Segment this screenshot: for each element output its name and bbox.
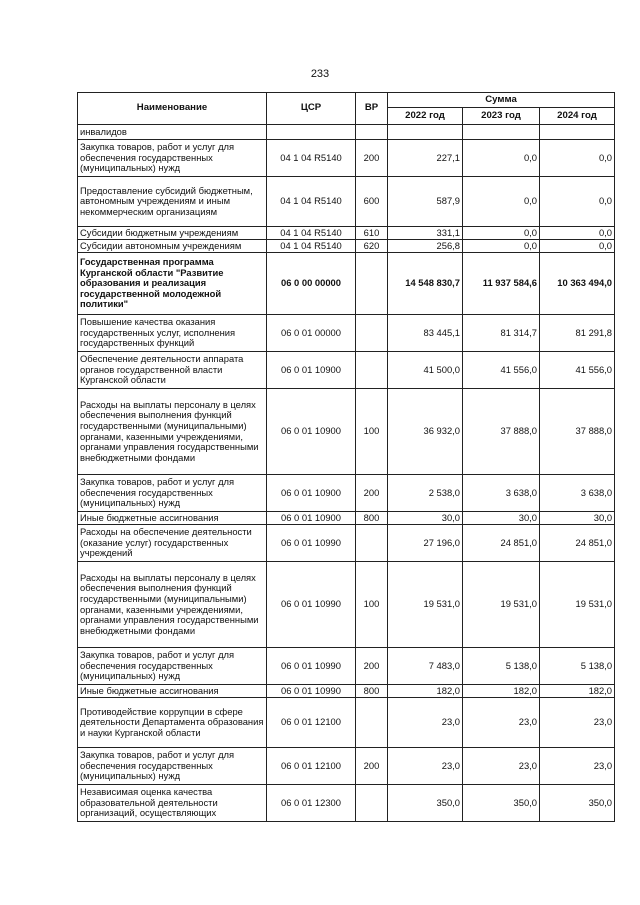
row-vr: 600 xyxy=(356,177,388,227)
row-2023: 350,0 xyxy=(463,785,540,822)
row-2024: 3 638,0 xyxy=(540,475,615,512)
row-name: Противодействие коррупции в сфере деятельности Департамента образования и науки Курганской области xyxy=(78,698,267,748)
row-2023: 23,0 xyxy=(463,698,540,748)
row-name: Обеспечение деятельности аппарата органов государственной власти Курганской области xyxy=(78,352,267,389)
row-2024: 0,0 xyxy=(540,227,615,240)
row-vr: 610 xyxy=(356,227,388,240)
row-csr: 06 0 01 10990 xyxy=(267,525,356,562)
row-2022: 23,0 xyxy=(388,748,463,785)
row-2022: 36 932,0 xyxy=(388,389,463,475)
row-vr xyxy=(356,525,388,562)
table-row xyxy=(78,227,615,240)
row-csr: 06 0 01 12300 xyxy=(267,785,356,822)
row-2022: 350,0 xyxy=(388,785,463,822)
row-vr xyxy=(356,698,388,748)
table-row xyxy=(78,698,615,748)
row-vr xyxy=(356,315,388,352)
table-row xyxy=(78,240,615,253)
row-vr: 200 xyxy=(356,648,388,685)
table-row xyxy=(78,125,615,140)
row-2024: 30,0 xyxy=(540,512,615,525)
row-2023 xyxy=(463,125,540,140)
row-csr: 06 0 01 10990 xyxy=(267,685,356,698)
row-name: Иные бюджетные ассигнования xyxy=(78,685,267,698)
row-name: Расходы на обеспечение деятельности (оказание услуг) государственных учреждений xyxy=(78,525,267,562)
row-2023: 37 888,0 xyxy=(463,389,540,475)
row-name: Расходы на выплаты персоналу в целях обеспечения выполнения функций государственными (муниципальными) органами, казенными учреждениями, органами управления государственными внебюджетными фондами xyxy=(78,389,267,475)
table-row xyxy=(78,352,615,389)
row-2022: 19 531,0 xyxy=(388,562,463,648)
row-name: инвалидов xyxy=(78,125,267,140)
row-2022: 2 538,0 xyxy=(388,475,463,512)
row-name: Расходы на выплаты персоналу в целях обеспечения выполнения функций государственными (муниципальными) органами, казенными учреждениями, органами управления государственными внебюджетными фондами xyxy=(78,562,267,648)
row-vr: 620 xyxy=(356,240,388,253)
row-name: Закупка товаров, работ и услуг для обеспечения государственных (муниципальных) нужд xyxy=(78,748,267,785)
row-name: Субсидии автономным учреждениям xyxy=(78,240,267,253)
row-csr: 06 0 01 12100 xyxy=(267,698,356,748)
row-2024: 24 851,0 xyxy=(540,525,615,562)
row-2024: 41 556,0 xyxy=(540,352,615,389)
row-2024: 37 888,0 xyxy=(540,389,615,475)
row-2023: 41 556,0 xyxy=(463,352,540,389)
table-row xyxy=(78,648,615,685)
row-vr xyxy=(356,785,388,822)
row-csr: 04 1 04 R5140 xyxy=(267,140,356,177)
row-2024: 23,0 xyxy=(540,698,615,748)
row-csr: 04 1 04 R5140 xyxy=(267,177,356,227)
row-2023: 19 531,0 xyxy=(463,562,540,648)
table-row xyxy=(78,253,615,315)
row-vr xyxy=(356,253,388,315)
row-2024: 81 291,8 xyxy=(540,315,615,352)
header-vr: ВР xyxy=(356,93,388,125)
row-2023: 5 138,0 xyxy=(463,648,540,685)
table-row xyxy=(78,475,615,512)
table-row xyxy=(78,748,615,785)
header-sum: Сумма xyxy=(388,93,615,108)
row-2023: 3 638,0 xyxy=(463,475,540,512)
row-2024: 350,0 xyxy=(540,785,615,822)
row-2022: 182,0 xyxy=(388,685,463,698)
row-2022: 14 548 830,7 xyxy=(388,253,463,315)
row-vr: 200 xyxy=(356,748,388,785)
row-csr: 06 0 01 00000 xyxy=(267,315,356,352)
row-2022: 23,0 xyxy=(388,698,463,748)
row-csr: 06 0 01 12100 xyxy=(267,748,356,785)
row-vr: 100 xyxy=(356,562,388,648)
row-2022: 27 196,0 xyxy=(388,525,463,562)
row-csr: 06 0 01 10990 xyxy=(267,562,356,648)
table-row xyxy=(78,785,615,822)
row-csr: 06 0 01 10900 xyxy=(267,352,356,389)
row-2023: 0,0 xyxy=(463,177,540,227)
row-name: Субсидии бюджетным учреждениям xyxy=(78,227,267,240)
row-2023: 24 851,0 xyxy=(463,525,540,562)
row-2024: 19 531,0 xyxy=(540,562,615,648)
row-vr: 200 xyxy=(356,475,388,512)
row-2023: 30,0 xyxy=(463,512,540,525)
row-vr: 800 xyxy=(356,685,388,698)
row-csr: 04 1 04 R5140 xyxy=(267,227,356,240)
header-2023: 2023 год xyxy=(463,108,540,125)
table-row xyxy=(78,389,615,475)
row-csr: 06 0 01 10900 xyxy=(267,512,356,525)
row-2024: 5 138,0 xyxy=(540,648,615,685)
table-row xyxy=(78,177,615,227)
row-2023: 11 937 584,6 xyxy=(463,253,540,315)
row-2023: 81 314,7 xyxy=(463,315,540,352)
row-2022: 587,9 xyxy=(388,177,463,227)
row-2023: 0,0 xyxy=(463,227,540,240)
row-csr: 06 0 01 10900 xyxy=(267,389,356,475)
row-2024: 0,0 xyxy=(540,177,615,227)
budget-table xyxy=(77,92,615,822)
row-name: Иные бюджетные ассигнования xyxy=(78,512,267,525)
row-2023: 182,0 xyxy=(463,685,540,698)
row-2022: 7 483,0 xyxy=(388,648,463,685)
table-row xyxy=(78,140,615,177)
row-name: Закупка товаров, работ и услуг для обеспечения государственных (муниципальных) нужд xyxy=(78,648,267,685)
row-csr: 06 0 00 00000 xyxy=(267,253,356,315)
row-name: Закупка товаров, работ и услуг для обеспечения государственных (муниципальных) нужд xyxy=(78,475,267,512)
row-csr: 06 0 01 10990 xyxy=(267,648,356,685)
row-2022: 256,8 xyxy=(388,240,463,253)
row-2022 xyxy=(388,125,463,140)
header-name: Наименование xyxy=(78,93,267,125)
row-2024: 182,0 xyxy=(540,685,615,698)
row-2024: 23,0 xyxy=(540,748,615,785)
table-row xyxy=(78,512,615,525)
row-2022: 227,1 xyxy=(388,140,463,177)
row-name: Независимая оценка качества образовательной деятельности организаций, осуществляющих xyxy=(78,785,267,822)
row-2024: 0,0 xyxy=(540,240,615,253)
row-2024: 0,0 xyxy=(540,140,615,177)
row-name: Повышение качества оказания государственных услуг, исполнения государственных функций xyxy=(78,315,267,352)
header-csr: ЦСР xyxy=(267,93,356,125)
row-2023: 0,0 xyxy=(463,240,540,253)
row-2023: 23,0 xyxy=(463,748,540,785)
table-row xyxy=(78,315,615,352)
row-name: Закупка товаров, работ и услуг для обеспечения государственных (муниципальных) нужд xyxy=(78,140,267,177)
row-vr: 800 xyxy=(356,512,388,525)
row-csr: 04 1 04 R5140 xyxy=(267,240,356,253)
row-2022: 331,1 xyxy=(388,227,463,240)
row-csr xyxy=(267,125,356,140)
row-name: Государственная программа Курганской области "Развитие образования и реализация государственной молодежной политики" xyxy=(78,253,267,315)
row-csr: 06 0 01 10900 xyxy=(267,475,356,512)
header-2024: 2024 год xyxy=(540,108,615,125)
row-vr: 200 xyxy=(356,140,388,177)
table-row xyxy=(78,525,615,562)
row-2023: 0,0 xyxy=(463,140,540,177)
table-row xyxy=(78,562,615,648)
row-vr xyxy=(356,125,388,140)
table-row xyxy=(78,685,615,698)
row-2024 xyxy=(540,125,615,140)
row-name: Предоставление субсидий бюджетным, автономным учреждениям и иным некоммерческим организациям xyxy=(78,177,267,227)
row-2022: 83 445,1 xyxy=(388,315,463,352)
header-2022: 2022 год xyxy=(388,108,463,125)
row-vr xyxy=(356,352,388,389)
row-2024: 10 363 494,0 xyxy=(540,253,615,315)
row-2022: 30,0 xyxy=(388,512,463,525)
row-2022: 41 500,0 xyxy=(388,352,463,389)
row-vr: 100 xyxy=(356,389,388,475)
page-number: 233 xyxy=(310,68,330,80)
